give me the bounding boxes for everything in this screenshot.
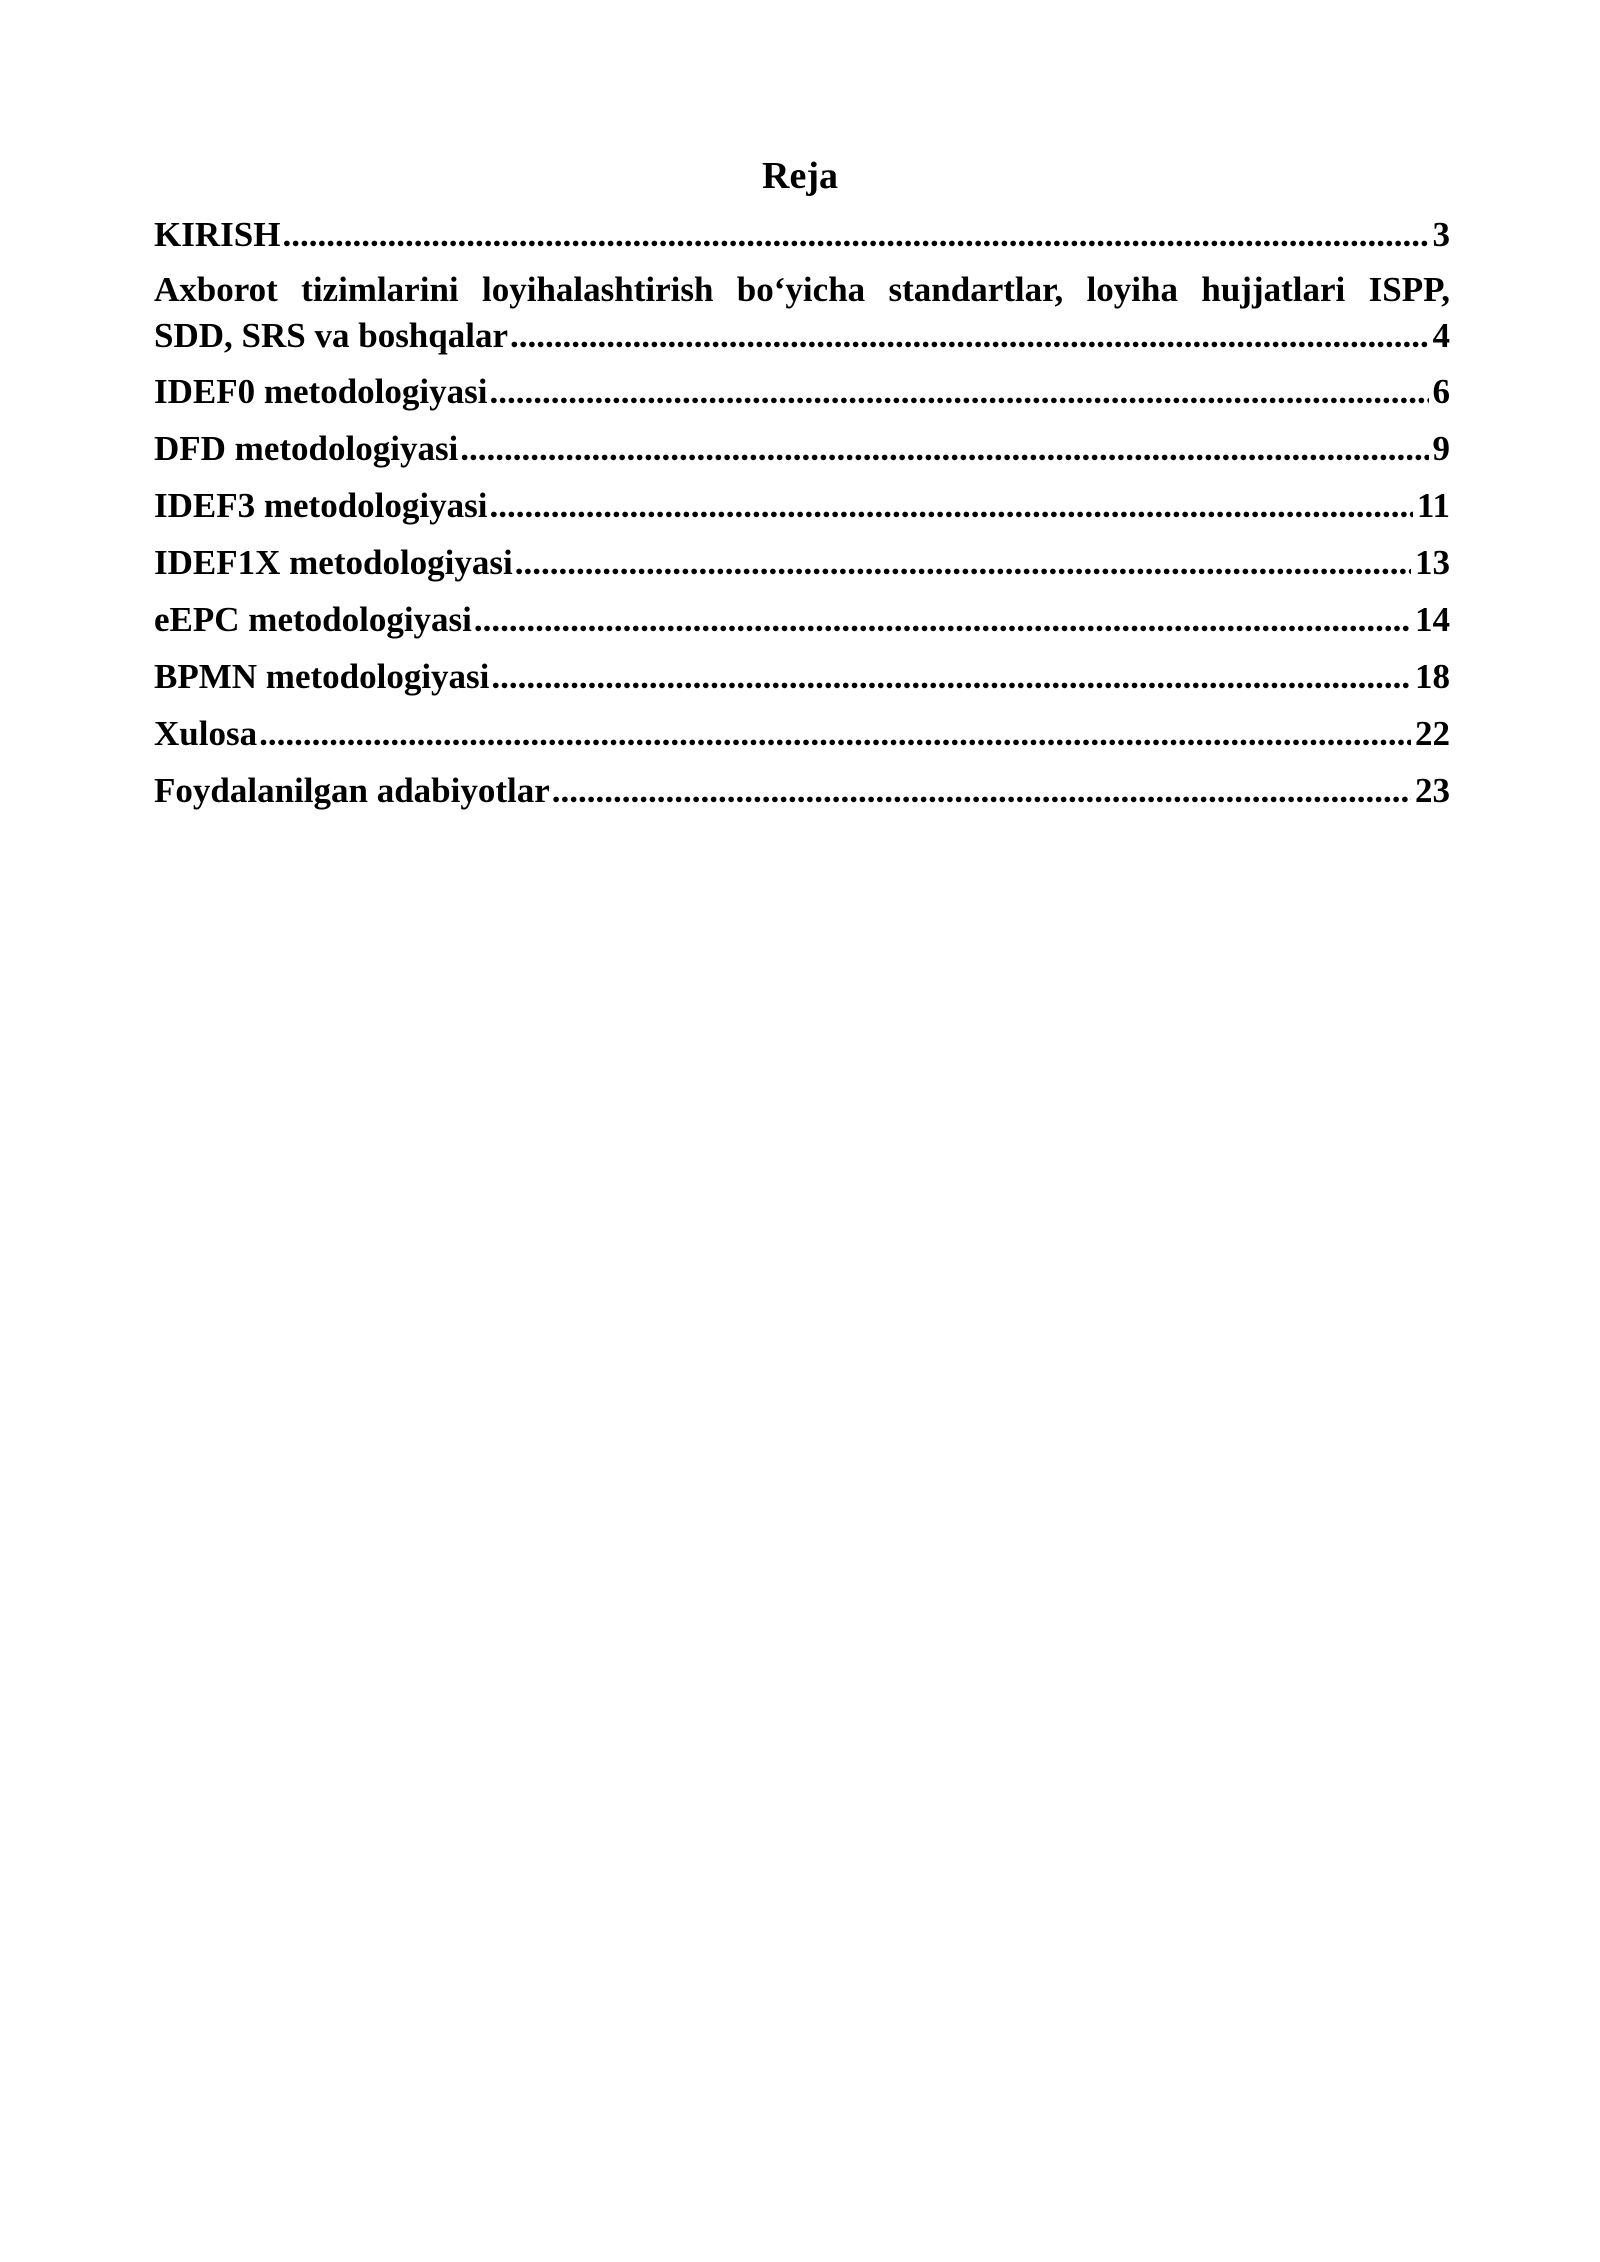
toc-entry-idef1x — [154, 534, 1450, 591]
toc-leader-dots — [474, 591, 1411, 648]
toc-page-number: 6 — [1432, 372, 1450, 411]
toc-entry-adabiyotlar — [154, 762, 1450, 819]
toc-entry-label: BPMN metodologiyasi — [154, 657, 490, 696]
toc-leader-dots — [491, 648, 1411, 705]
toc-page-number: 13 — [1415, 543, 1450, 582]
toc-page-number: 3 — [1432, 215, 1450, 254]
toc-page-number: 18 — [1415, 657, 1450, 696]
toc-entry-label: Xulosa — [154, 714, 258, 753]
toc-page-number: 4 — [1432, 316, 1450, 355]
toc-page-number: 23 — [1415, 771, 1450, 810]
toc-entry-bpmn — [154, 648, 1450, 705]
toc-entry-eepc — [154, 591, 1450, 648]
toc-leader-dots — [259, 705, 1411, 762]
toc-entry-label-line2: SDD, SRS va boshqalar — [154, 316, 508, 355]
toc-page-number: 22 — [1415, 714, 1450, 753]
toc-entry-label: IDEF3 metodologiyasi — [154, 486, 488, 525]
toc-leader-dots — [515, 534, 1411, 591]
toc-entry-label: IDEF0 metodologiyasi — [154, 372, 488, 411]
toc-leader-dots — [460, 420, 1428, 477]
toc-entry-label: eEPC metodologiyasi — [154, 600, 472, 639]
toc-entry-line2 — [154, 313, 1450, 359]
toc-leader-dots — [552, 762, 1411, 819]
toc-entry-kirish — [154, 206, 1450, 263]
page-title: Reja — [762, 155, 838, 197]
toc-entry-label: DFD metodologiyasi — [154, 429, 459, 468]
toc-entry-xulosa — [154, 705, 1450, 762]
toc-entry-dfd — [154, 420, 1450, 477]
table-of-contents — [154, 206, 1450, 819]
toc-page-number: 14 — [1415, 600, 1450, 639]
toc-leader-dots — [510, 313, 1429, 359]
toc-leader-dots — [489, 363, 1428, 420]
toc-entry-idef3 — [154, 477, 1450, 534]
toc-entry-idef0 — [154, 363, 1450, 420]
toc-entry-label: IDEF1X metodologiyasi — [154, 543, 513, 582]
toc-page-number: 11 — [1416, 486, 1450, 525]
toc-entry-label: KIRISH — [154, 215, 281, 254]
toc-entry-label: Foydalanilgan adabiyotlar — [154, 771, 550, 810]
toc-leader-dots — [489, 477, 1412, 534]
toc-entry-label-line1: Axborot tizimlarini loyihalashtirish bo‘yicha standartlar, loyiha hujjatlari ISPP, — [154, 270, 1450, 309]
toc-entry-standards — [154, 267, 1450, 359]
toc-page-number: 9 — [1432, 429, 1450, 468]
toc-leader-dots — [282, 206, 1428, 263]
